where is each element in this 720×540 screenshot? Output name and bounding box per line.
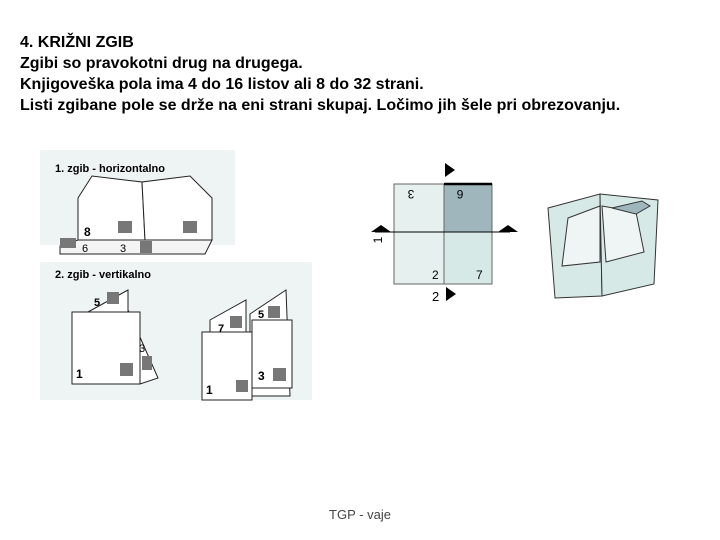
page-number: 1 [76,367,83,381]
page-number: 3 [120,243,127,255]
mirrored-page-box [60,238,76,248]
mirrored-page-box [236,380,248,392]
mirrored-page-box [230,316,242,328]
fold-label: 1 [371,236,385,244]
mirrored-page-box [183,221,197,233]
mirrored-page-box [107,292,119,304]
footer-text: TGP - vaje [329,507,391,522]
page-number: 5 [258,309,265,321]
imposition-scheme [371,163,518,304]
mirrored-page-box [140,241,152,253]
page-number: 2 [432,268,439,282]
slide-line-3: Listi zgibane pole se drže na eni strani skupaj. Ločimo jih šele pri obrezovanju. [20,97,621,114]
arrow-up-icon [371,225,391,232]
page-number: 3 [139,343,146,355]
page-number: 8 [84,225,91,239]
page-number: 1 [206,383,213,397]
page-panel-dark [444,184,492,232]
horizontal-fold-figure [40,150,235,255]
mirrored-page-box [273,368,286,381]
page-number: 6 [82,243,89,255]
slide-line-2: Knjigoveška pola ima 4 do 16 listov ali 8 do 32 strani. [20,76,424,93]
arrow-up-icon [498,225,518,232]
mirrored-page-box [268,306,280,318]
vertical-fold-figure [40,262,312,400]
caption-vertical: 2. zgib - vertikalno [55,269,151,281]
page-number: 7 [476,268,483,282]
page-number: 3 [258,369,265,383]
arrow-right-icon [446,287,456,301]
mirrored-page-box [118,221,132,233]
slide-heading: 4. KRIŽNI ZGIB [20,34,134,51]
page-number: 5 [94,297,101,309]
arrow-right-icon [445,163,455,177]
folded-sheet-perspective [548,194,658,298]
slide-line-1: Zgibi so pravokotni drug na drugega. [20,55,303,72]
caption-horizontal: 1. zgib - horizontalno [55,163,165,175]
page-number: 7 [218,323,225,335]
mirrored-page-box [120,363,133,376]
page-panel-light [444,232,492,284]
page-number-upside-down: 3 [407,187,415,201]
fold-label: 2 [432,289,440,304]
page-number-upside-down: 6 [456,187,464,201]
mirrored-page-box [142,356,152,370]
